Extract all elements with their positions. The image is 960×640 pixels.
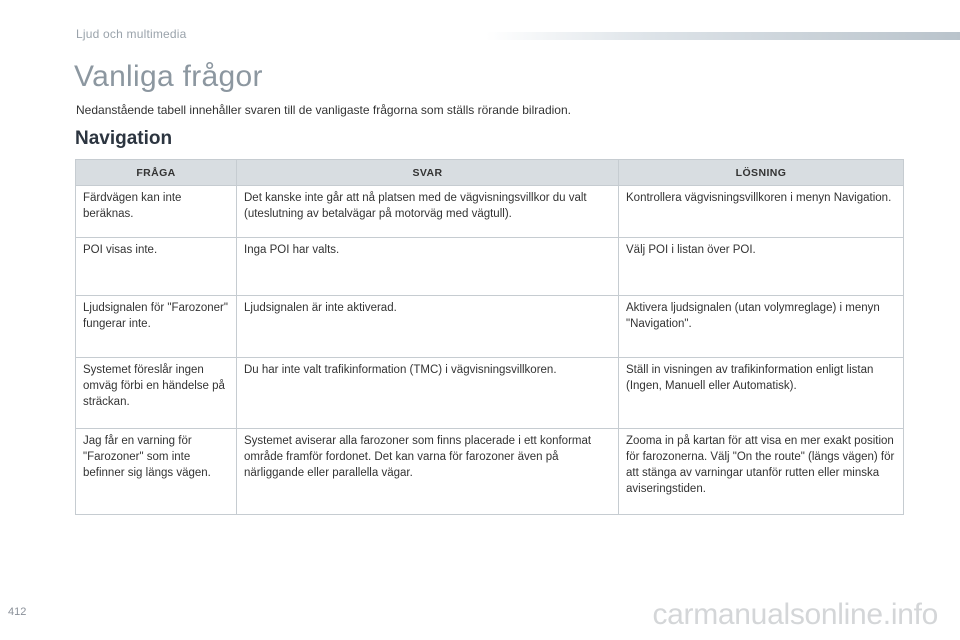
cell-fraga: Jag får en varning för "Farozoner" som inte befinner sig längs vägen. xyxy=(76,429,237,515)
cell-losning: Ställ in visningen av trafikinformation enligt listan (Ingen, Manuell eller Automatisk). xyxy=(619,358,904,429)
table-row xyxy=(76,429,904,515)
watermark: carmanualsonline.info xyxy=(652,598,938,631)
cell-fraga: POI visas inte. xyxy=(76,238,237,296)
column-header-svar: SVAR xyxy=(237,160,619,186)
table-header-row xyxy=(76,160,904,186)
table-row xyxy=(76,186,904,238)
cell-losning: Aktivera ljudsignalen (utan volymreglage) i menyn "Navigation". xyxy=(619,296,904,358)
cell-fraga: Systemet föreslår ingen omväg förbi en händelse på sträckan. xyxy=(76,358,237,429)
column-header-losning: LÖSNING xyxy=(619,160,904,186)
page-title: Vanliga frågor xyxy=(74,60,263,93)
cell-fraga: Ljudsignalen för "Farozoner" fungerar inte. xyxy=(76,296,237,358)
faq-table xyxy=(75,159,904,515)
intro-text: Nedanstående tabell innehåller svaren till de vanligaste frågorna som ställs rörande bilradion. xyxy=(76,103,571,117)
cell-losning: Kontrollera vägvisningsvillkoren i menyn Navigation. xyxy=(619,186,904,238)
table-row xyxy=(76,358,904,429)
column-header-fraga: FRÅGA xyxy=(76,160,237,186)
cell-fraga: Färdvägen kan inte beräknas. xyxy=(76,186,237,238)
table-row xyxy=(76,238,904,296)
section-subtitle: Navigation xyxy=(75,128,173,149)
cell-svar: Ljudsignalen är inte aktiverad. xyxy=(237,296,619,358)
cell-svar: Det kanske inte går att nå platsen med de vägvisningsvillkor du valt (uteslutning av betalvägar på motorväg med vägtull). xyxy=(237,186,619,238)
cell-svar: Du har inte valt trafikinformation (TMC) i vägvisningsvillkoren. xyxy=(237,358,619,429)
page-number: 412 xyxy=(8,606,27,618)
cell-svar: Systemet aviserar alla farozoner som finns placerade i ett konformat område framför fordonet. Det kan varna för farozoner även på närliggande eller parallella vägar. xyxy=(237,429,619,515)
header-rule xyxy=(486,32,960,40)
cell-losning: Zooma in på kartan för att visa en mer exakt position för farozonerna. Välj "On the route" (längs vägen) för att stänga av varningar utanför rutten eller minska aviseringstiden. xyxy=(619,429,904,515)
cell-svar: Inga POI har valts. xyxy=(237,238,619,296)
cell-losning: Välj POI i listan över POI. xyxy=(619,238,904,296)
table-row xyxy=(76,296,904,358)
section-header: Ljud och multimedia xyxy=(76,27,187,41)
